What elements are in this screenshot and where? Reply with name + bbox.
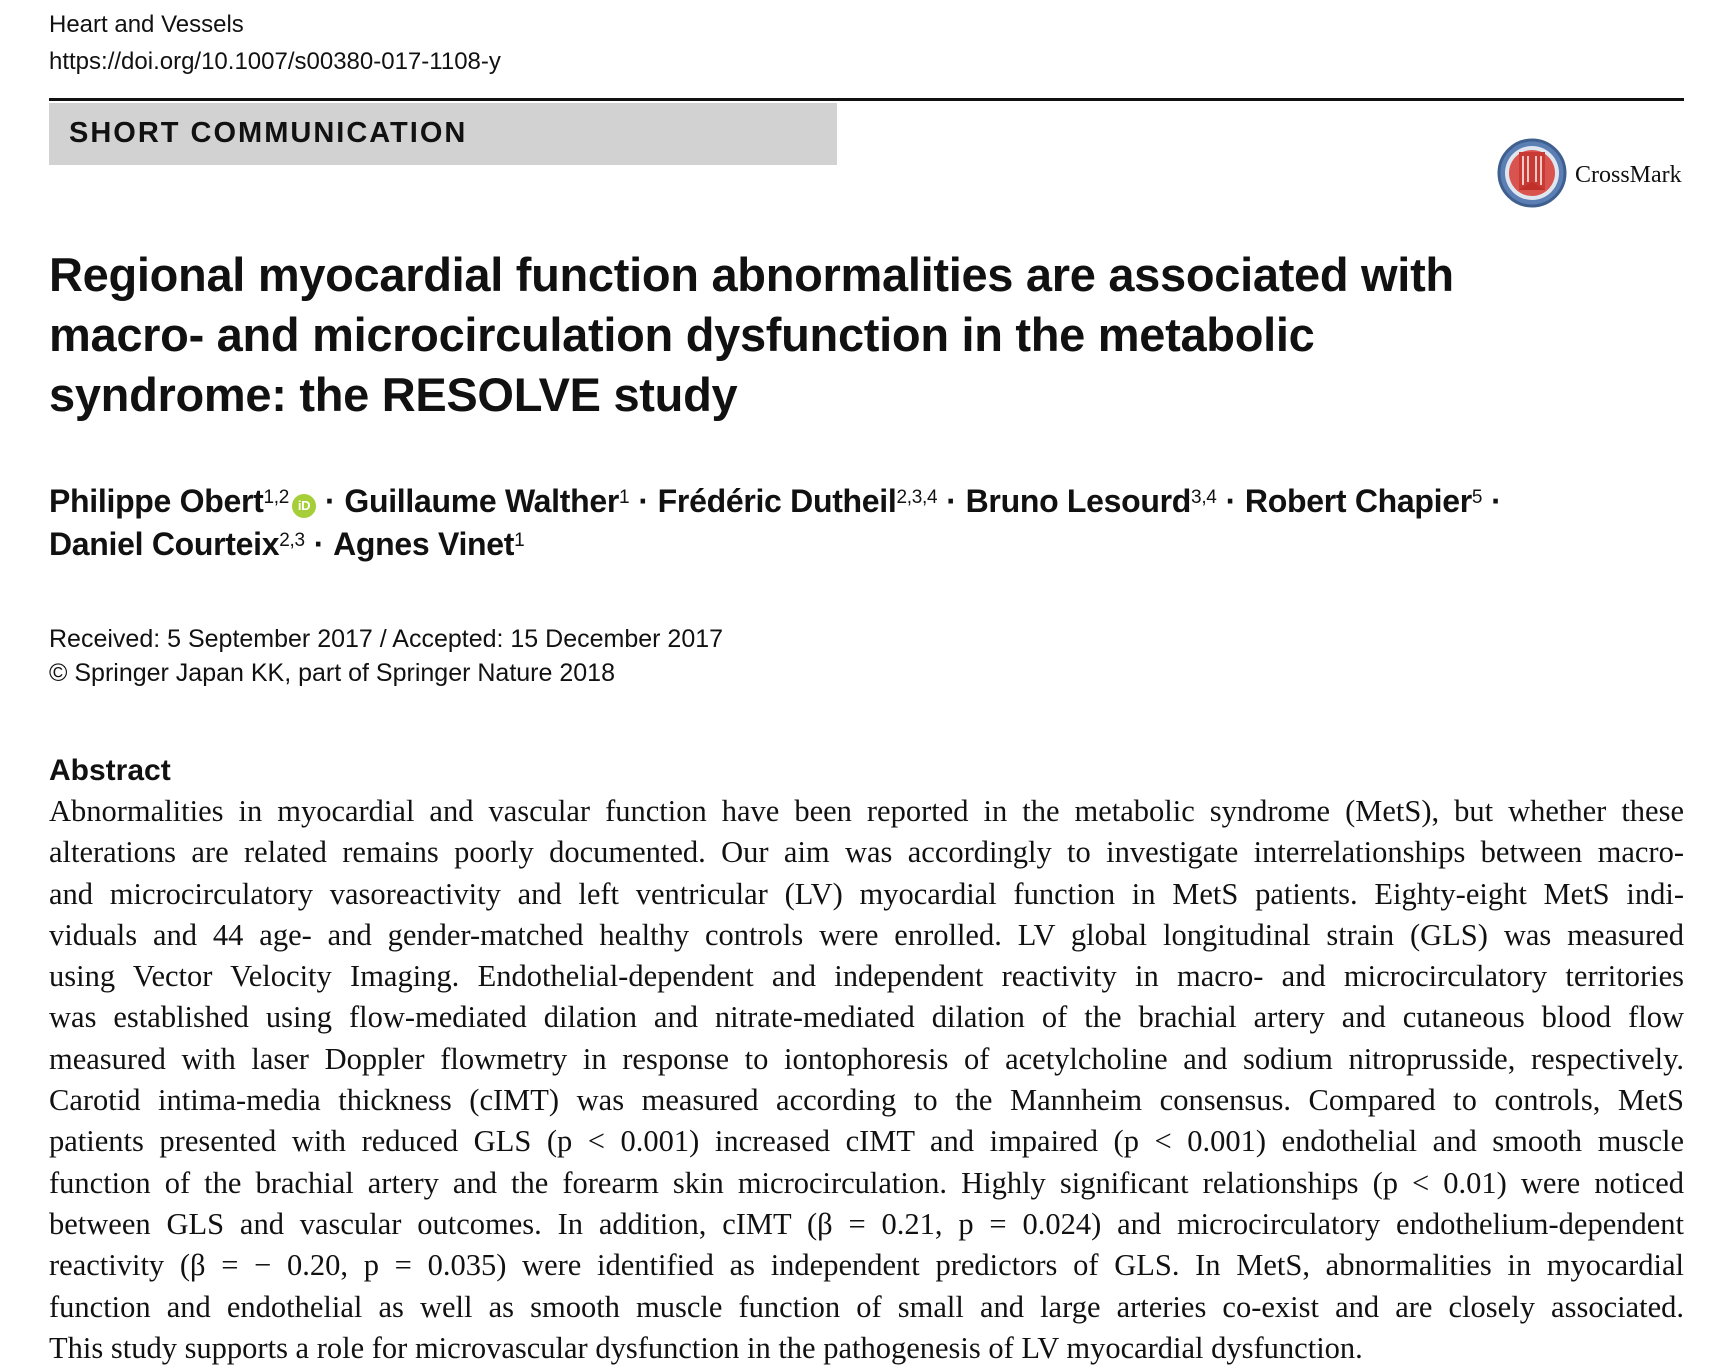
abstract-line: function of the brachial artery and the forearm skin microcirculation. Highly significant relationships (p < 0.01) were noticed (49, 1165, 1684, 1200)
crossmark-badge[interactable] (1497, 138, 1684, 214)
abstract-line: was established using flow-mediated dilation and nitrate-mediated dilation of the brachial artery and cutaneous blood flow (49, 1000, 1684, 1035)
copyright-notice: © Springer Japan KK, part of Springer Nature 2018 (49, 659, 615, 687)
crossmark-label: CrossMark (1575, 162, 1682, 188)
orcid-icon[interactable]: iD (292, 494, 316, 518)
author-line-1 (49, 480, 1649, 523)
author-separator: · (313, 526, 325, 562)
abstract-line: alterations are related remains poorly documented. Our aim was accordingly to investigate interrelationships between macro- (49, 835, 1684, 870)
article-type-label: SHORT COMMUNICATION (69, 117, 468, 149)
received-accepted-dates: Received: 5 September 2017 / Accepted: 15 December 2017 (49, 625, 724, 653)
author[interactable]: Agnes Vinet$^1$ (333, 526, 525, 562)
crossmark-icon (1497, 138, 1567, 208)
abstract-line: Abnormalities in myocardial and vascular function have been reported in the metabolic syndrome (MetS), but whether these (49, 794, 1684, 828)
author[interactable]: Frédéric Dutheil$^{2,3,4}$ (657, 483, 938, 519)
author[interactable]: Robert Chapier$^5$ (1244, 483, 1483, 519)
header-rule (49, 98, 1684, 101)
abstract-line: patients presented with reduced GLS (p < 0.001) increased cIMT and impaired (p < 0.001) endothelial and smooth muscle (49, 1124, 1684, 1159)
author-separator: · (638, 483, 649, 519)
abstract-line: measured with laser Doppler flowmetry in response to iontophoresis of acetylcholine and sodium nitroprusside, respectively. (49, 1041, 1684, 1076)
abstract-line: viduals and 44 age- and gender-matched healthy controls were enrolled. LV global longitudinal strain (GLS) was measured (49, 917, 1684, 952)
author[interactable]: Guillaume Walther$^1$ (344, 483, 630, 519)
journal-name: Heart and Vessels (49, 11, 244, 38)
abstract-line: and microcirculatory vasoreactivity and left ventricular (LV) myocardial function in MetS patients. Eighty-eight MetS indi- (49, 876, 1684, 911)
author-separator: · (325, 483, 336, 519)
abstract-line: function and endothelial as well as smooth muscle function of small and large arteries co-exist and are closely associated. (49, 1289, 1684, 1324)
author[interactable]: Daniel Courteix$^{2,3}$ (49, 526, 305, 562)
author-separator: · (1225, 483, 1236, 519)
abstract-line: using Vector Velocity Imaging. Endothelial-dependent and independent reactivity in macro- and microcirculatory territories (49, 959, 1684, 994)
abstract-line: Carotid intima-media thickness (cIMT) was measured according to the Mannheim consensus. Compared to controls, MetS (49, 1083, 1684, 1118)
author-separator: · (946, 483, 957, 519)
author-line-2 (49, 523, 1649, 566)
author-separator: · (1491, 483, 1502, 519)
doi-link[interactable]: https://doi.org/10.1007/s00380-017-1108-y (49, 48, 501, 75)
author-list (49, 480, 1649, 566)
author[interactable]: Philippe Obert$^{1,2}$ (49, 483, 290, 519)
abstract-line: reactivity (β = − 0.20, p = 0.035) were identified as independent predictors of GLS. In MetS, abnormalities in myocardial (49, 1248, 1684, 1283)
abstract-body (49, 791, 1689, 1369)
article-type-banner (49, 103, 837, 165)
author[interactable]: Bruno Lesourd$^{3,4}$ (965, 483, 1217, 519)
abstract-line: between GLS and vascular outcomes. In addition, cIMT (β = 0.21, p = 0.024) and microcirculatory endothelium-dependent (49, 1206, 1684, 1241)
abstract-line: This study supports a role for microvascular dysfunction in the pathogenesis of LV myocardial dysfunction. (49, 1330, 1363, 1365)
abstract-heading: Abstract (49, 754, 171, 787)
article-title: Regional myocardial function abnormalities are associated with macro- and microcirculation dysfunction in the metabolic syndrome: the RESOLVE study (49, 248, 1454, 421)
